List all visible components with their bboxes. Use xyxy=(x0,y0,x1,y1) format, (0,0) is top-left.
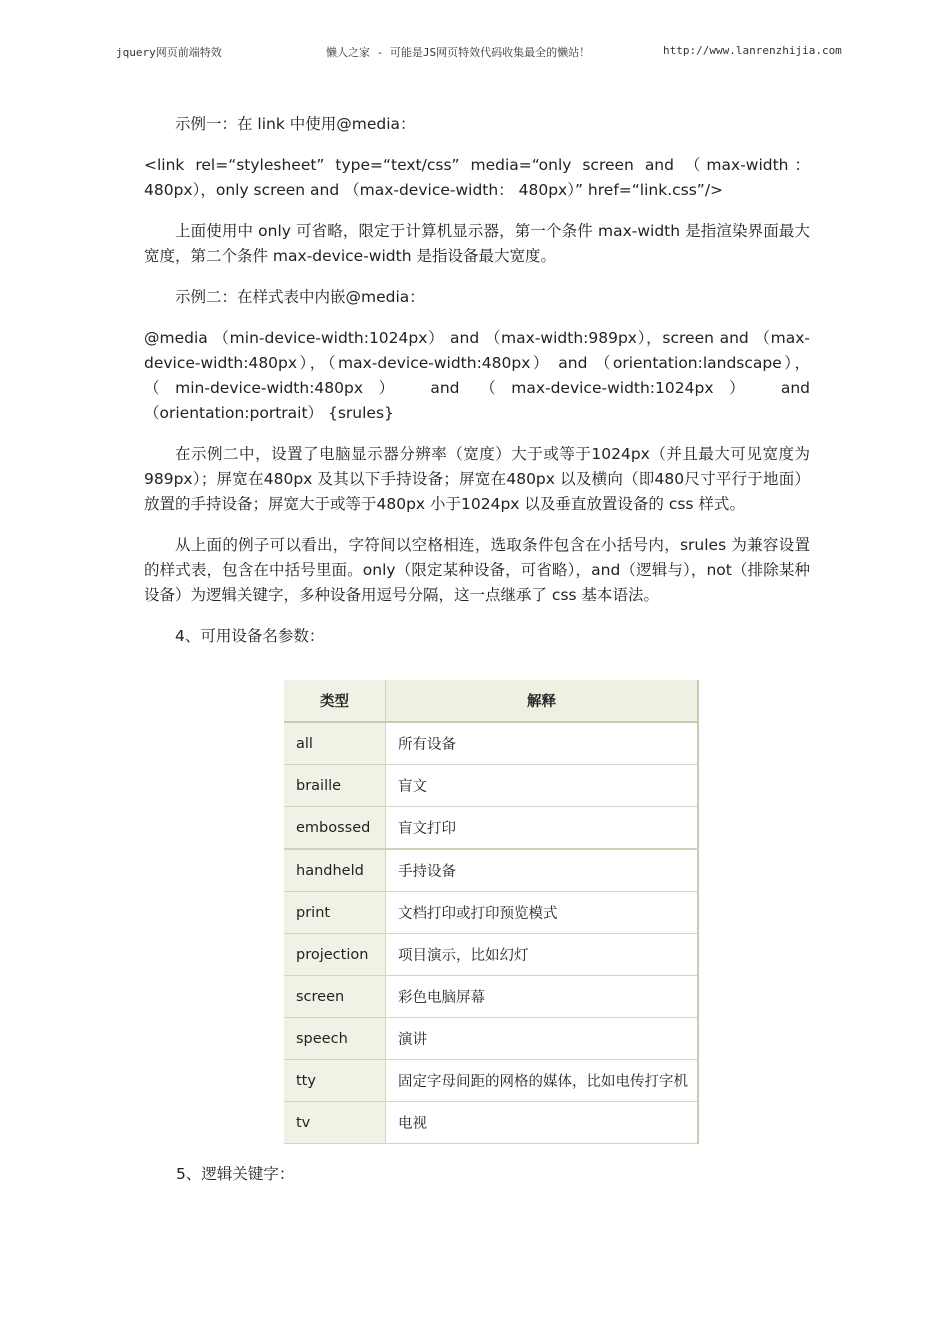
media-type-cell: projection xyxy=(284,934,386,976)
media-type-cell: embossed xyxy=(284,807,386,850)
media-desc-cell: 项目演示，比如幻灯 xyxy=(386,934,699,976)
device-params-table xyxy=(284,680,699,1144)
column-header-type: 类型 xyxy=(284,680,386,722)
table-row xyxy=(284,1060,698,1102)
example2-code: @media （min-device-width:1024px） and （max-width:989px），screen and （max-device-width:480px），（max-device-width:480px） and （orientation:landscape），（min-device-width:480px） and （max-device-width:1024px） and （orientation:portrait） {srules} xyxy=(144,329,810,422)
document-body xyxy=(144,112,810,659)
media-desc-cell: 电视 xyxy=(386,1102,699,1144)
media-desc-cell: 文档打印或打印预览模式 xyxy=(386,892,699,934)
media-type-cell: all xyxy=(284,722,386,765)
table-row xyxy=(284,1018,698,1060)
section4-heading: 4、可用设备名参数： xyxy=(175,627,325,645)
header-center-text: 懒人之家 - 可能是JS网页特效代码收集最全的懒站！ xyxy=(326,46,591,59)
media-desc-cell: 所有设备 xyxy=(386,722,699,765)
media-type-cell: braille xyxy=(284,765,386,807)
example1-description: 上面使用中 only 可省略，限定于计算机显示器，第一个条件 max-width 是指渲染界面最大宽度，第二个条件 max-device-width 是指设备最大宽度。 xyxy=(144,222,810,265)
example2-description: 在示例二中，设置了电脑显示器分辨率（宽度）大于或等于1024px（并且最大可见宽度为989px）；屏宽在480px 及其以下手持设备；屏宽在480px 以及横向（即480尺寸平行于地面）放置的手持设备；屏宽大于或等于480px 小于1024px 以及垂直放置设备的 css 样式。 xyxy=(144,445,810,513)
media-type-cell: speech xyxy=(284,1018,386,1060)
page-header xyxy=(116,44,842,60)
media-desc-cell: 手持设备 xyxy=(386,849,699,892)
example1-title: 示例一：在 link 中使用@media： xyxy=(175,115,416,133)
summary-paragraph: 从上面的例子可以看出，字符间以空格相连，选取条件包含在小括号内，srules 为兼容设置的样式表，包含在中括号里面。only（限定某种设备，可省略），and（逻辑与），not（排除某种设备）为逻辑关键字，多种设备用逗号分隔，这一点继承了 css 基本语法。 xyxy=(144,536,810,604)
media-desc-cell: 彩色电脑屏幕 xyxy=(386,976,699,1018)
header-url: http://www.lanrenzhijia.com xyxy=(663,44,842,57)
column-header-description: 解释 xyxy=(386,680,699,722)
media-desc-cell: 演讲 xyxy=(386,1018,699,1060)
header-left-text: jquery网页前端特效 xyxy=(116,46,222,59)
table-row xyxy=(284,934,698,976)
table-row xyxy=(284,765,698,807)
section5-heading: 5、逻辑关键字： xyxy=(176,1165,295,1183)
example2-title: 示例二：在样式表中内嵌@media： xyxy=(175,288,425,306)
table-row xyxy=(284,849,698,892)
media-type-cell: screen xyxy=(284,976,386,1018)
media-type-cell: tty xyxy=(284,1060,386,1102)
table-row xyxy=(284,976,698,1018)
media-desc-cell: 盲文 xyxy=(386,765,699,807)
table-header-row xyxy=(284,680,698,722)
example1-code: <link rel=“stylesheet” type=“text/css” media=“only screen and （max-width： 480px），only screen and （max-device-width： 480px）” href=“link.css”/> xyxy=(144,156,810,199)
media-type-cell: handheld xyxy=(284,849,386,892)
media-desc-cell: 固定字母间距的网格的媒体，比如电传打字机 xyxy=(386,1060,699,1102)
media-type-cell: tv xyxy=(284,1102,386,1144)
table-row xyxy=(284,722,698,765)
table-row xyxy=(284,892,698,934)
media-type-cell: print xyxy=(284,892,386,934)
table-row xyxy=(284,1102,698,1144)
table-row xyxy=(284,807,698,850)
media-desc-cell: 盲文打印 xyxy=(386,807,699,850)
